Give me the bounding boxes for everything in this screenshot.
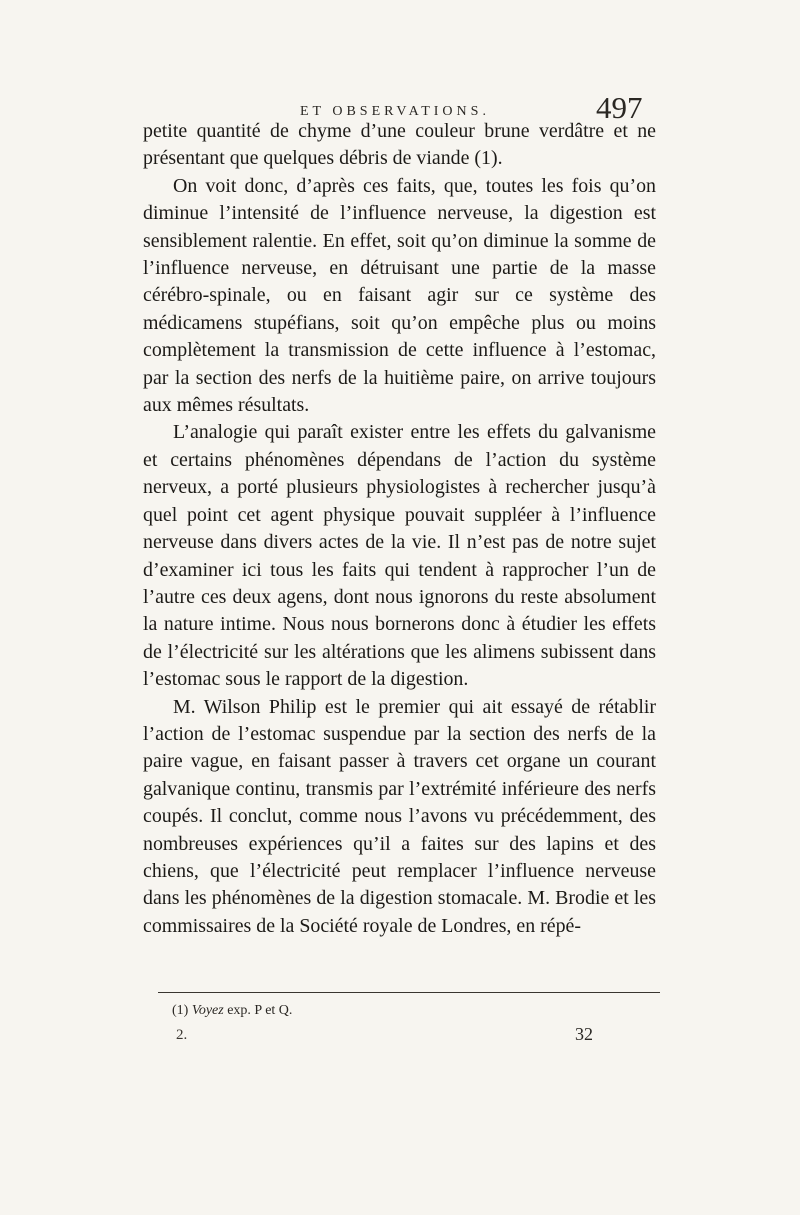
paragraph-influence-nerveuse: On voit donc, d’après ces faits, que, toutes les fois qu’on diminue l’intensité de l’influence nerveuse, la digestion est sensiblement ralentie. En effet, soit qu’on diminue la somme de l’influence nerveuse, en détruisant une partie de la masse cérébro-spinale, ou en faisant agir sur ce système des médicamens stupéfians, soit qu’on empêche plus ou moins complètement la transmission de cette influence à l’estomac, par la section des nerfs de la huitième paire, on arrive toujours aux mêmes résultats.	[143, 174, 656, 417]
body-text	[143, 118, 656, 940]
footnote	[172, 1003, 292, 1019]
gathering-number: 32	[575, 1024, 593, 1044]
paragraph-galvanisme: L’analogie qui paraît exister entre les effets du galvanisme et certains phénomènes dépendans de l’action du système nerveux, a porté plusieurs physiologistes à rechercher jusqu’à quel point cet agent physique pouvait suppléer à l’influence nerveuse dans divers actes de la vie. Il n’est pas de notre sujet d’examiner ici tous les faits qui tendent à rapprocher l’un de l’autre ces deux agens, dont nous ignorons du reste absolument la nature intime. Nous nous bornerons donc à étudier les effets de l’électricité sur les altérations que les alimens subissent dans l’estomac sous le rapport de la digestion.	[143, 421, 656, 691]
footnote-rule	[158, 992, 660, 993]
footnote-marker: (1)	[172, 1003, 189, 1018]
running-head: ET OBSERVATIONS.	[300, 104, 490, 119]
signature-mark: 2.	[176, 1027, 188, 1043]
footnote-text: exp. P et Q.	[227, 1003, 293, 1018]
paragraph-continuation: petite quantité de chyme d’une couleur brune verdâtre et ne présentant que quelques débris de viande (1).	[143, 120, 656, 170]
footnote-italic: Voyez	[191, 1003, 224, 1018]
paragraph-wilson-philip: M. Wilson Philip est le premier qui ait essayé de rétablir l’action de l’estomac suspendue par la section des nerfs de la paire vague, en faisant passer à travers cet organe un courant galvanique continu, transmis par l’extrémité inférieure des nerfs coupés. Il conclut, comme nous l’avons vu précédemment, des nombreuses expériences qu’il a faites sur des lapins et des chiens, que l’électricité peut remplacer l’influence nerveuse dans les phénomènes de la digestion stomacale. M. Brodie et les commissaires de la Société royale de Londres, en répé-	[143, 695, 656, 937]
page-number: 497	[596, 90, 643, 125]
